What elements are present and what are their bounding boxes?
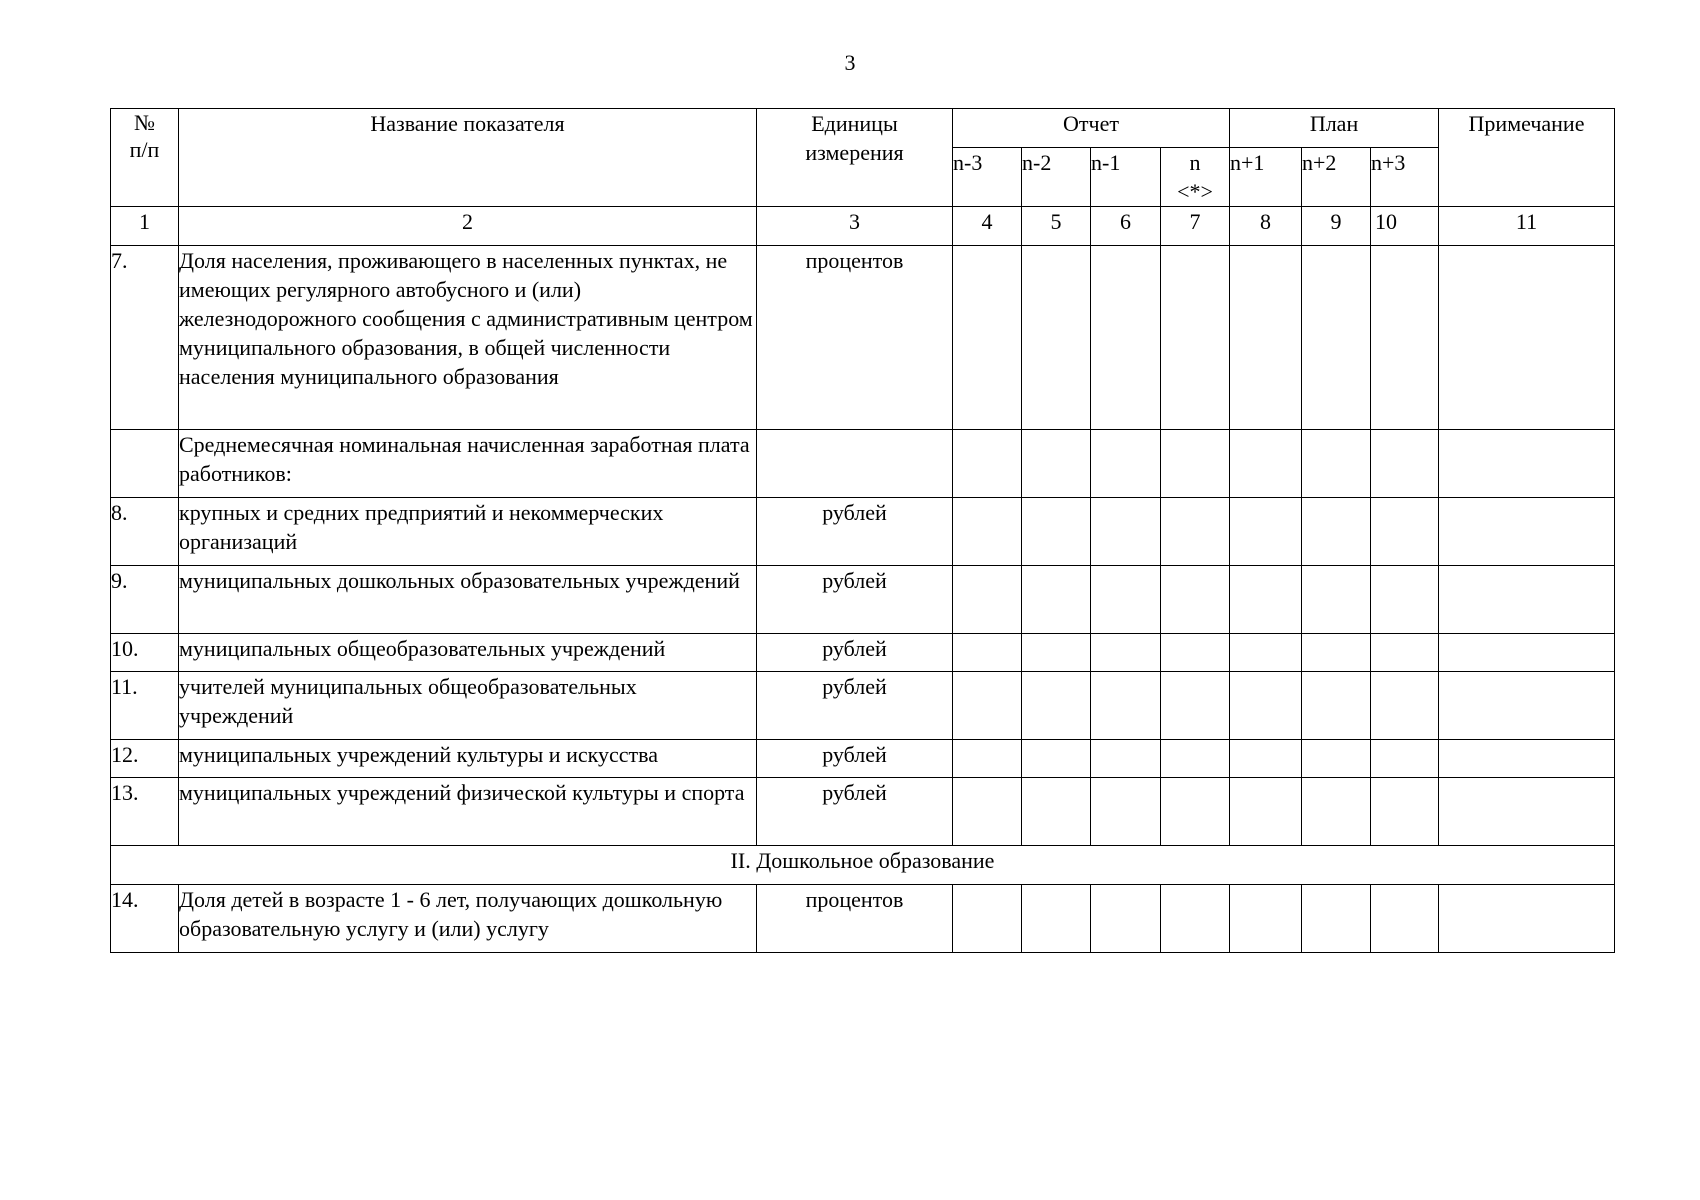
value-cell — [1022, 740, 1091, 778]
header-units-line1: Единицы — [811, 111, 898, 136]
indicator-unit: рублей — [757, 566, 953, 634]
header-period-n+1: n+1 — [1230, 148, 1302, 207]
value-cell — [1022, 885, 1091, 953]
header-num-line1: № — [134, 110, 155, 135]
value-cell — [1161, 885, 1230, 953]
value-cell — [1302, 885, 1371, 953]
header-units-line2: измерения — [805, 140, 904, 165]
value-cell — [1161, 566, 1230, 634]
page-number: 3 — [844, 50, 856, 75]
column-number: 6 — [1091, 207, 1161, 246]
row-number — [111, 430, 179, 498]
indicator-name: муниципальных общеобразовательных учреждений — [179, 634, 757, 672]
note-cell — [1439, 672, 1615, 740]
value-cell — [953, 778, 1022, 846]
value-cell — [1230, 634, 1302, 672]
indicator-name: муниципальных учреждений физической культуры и спорта — [179, 778, 757, 846]
value-cell — [1091, 566, 1161, 634]
column-number: 11 — [1439, 207, 1615, 246]
value-cell — [1302, 634, 1371, 672]
header-period-n — [1161, 148, 1230, 207]
value-cell — [1371, 778, 1439, 846]
value-cell — [953, 498, 1022, 566]
table-row — [111, 498, 1615, 566]
value-cell — [1302, 566, 1371, 634]
header-row-1 — [111, 109, 1615, 148]
value-cell — [1230, 498, 1302, 566]
table-row — [111, 778, 1615, 846]
header-name-label: Название показателя — [370, 111, 565, 136]
value-cell — [1371, 885, 1439, 953]
value-cell — [1371, 430, 1439, 498]
value-cell — [1022, 566, 1091, 634]
value-cell — [1022, 634, 1091, 672]
indicator-name: Доля населения, проживающего в населенных пунктах, не имеющих регулярного автобусного и (или) железнодорожного сообщения с административным центром муниципального образования, в общей численности населения муниципального образования — [179, 246, 757, 430]
value-cell — [1302, 430, 1371, 498]
value-cell — [1161, 740, 1230, 778]
value-cell — [1230, 246, 1302, 430]
column-number: 9 — [1302, 207, 1371, 246]
note-cell — [1439, 498, 1615, 566]
value-cell — [1022, 246, 1091, 430]
table-row — [111, 566, 1615, 634]
column-numbers-row — [111, 207, 1615, 246]
value-cell — [1091, 634, 1161, 672]
value-cell — [1161, 498, 1230, 566]
value-cell — [1302, 672, 1371, 740]
indicator-unit: процентов — [757, 885, 953, 953]
value-cell — [1371, 566, 1439, 634]
header-period-n-3: n-3 — [953, 148, 1022, 207]
value-cell — [1091, 778, 1161, 846]
note-cell — [1439, 885, 1615, 953]
table-row — [111, 246, 1615, 430]
value-cell — [953, 672, 1022, 740]
column-number: 3 — [757, 207, 953, 246]
value-cell — [1091, 672, 1161, 740]
header-plan-label: План — [1309, 111, 1359, 136]
header-report-group — [953, 109, 1230, 148]
table-row — [111, 430, 1615, 498]
indicator-unit — [757, 430, 953, 498]
row-number: 7. — [111, 246, 179, 430]
column-number: 5 — [1022, 207, 1091, 246]
table-row — [111, 634, 1615, 672]
indicator-name: Доля детей в возрасте 1 - 6 лет, получающих дошкольную образовательную услугу и (или) услугу — [179, 885, 757, 953]
indicator-unit: рублей — [757, 672, 953, 740]
table-row — [111, 885, 1615, 953]
value-cell — [953, 566, 1022, 634]
column-number: 2 — [179, 207, 757, 246]
header-period-n-1: n-1 — [1091, 148, 1161, 207]
indicator-unit: процентов — [757, 246, 953, 430]
value-cell — [1022, 672, 1091, 740]
header-period-n+3: n+3 — [1371, 148, 1439, 207]
section-title: II. Дошкольное образование — [111, 846, 1615, 885]
value-cell — [1371, 740, 1439, 778]
indicator-name: Среднемесячная номинальная начисленная заработная плата работников: — [179, 430, 757, 498]
header-num-line2: п/п — [129, 137, 160, 162]
indicator-name: муниципальных учреждений культуры и искусства — [179, 740, 757, 778]
value-cell — [953, 885, 1022, 953]
row-number: 9. — [111, 566, 179, 634]
header-report-label: Отчет — [1063, 111, 1119, 136]
value-cell — [1302, 246, 1371, 430]
indicator-name: крупных и средних предприятий и некоммерческих организаций — [179, 498, 757, 566]
value-cell — [1230, 740, 1302, 778]
header-period-n-2: n-2 — [1022, 148, 1091, 207]
note-cell — [1439, 430, 1615, 498]
value-cell — [1091, 246, 1161, 430]
value-cell — [953, 740, 1022, 778]
header-name-cell — [179, 109, 757, 207]
value-cell — [1022, 498, 1091, 566]
indicator-unit: рублей — [757, 634, 953, 672]
value-cell — [953, 430, 1022, 498]
note-cell — [1439, 566, 1615, 634]
indicator-unit: рублей — [757, 740, 953, 778]
value-cell — [1161, 634, 1230, 672]
value-cell — [1161, 430, 1230, 498]
row-number: 8. — [111, 498, 179, 566]
row-number: 12. — [111, 740, 179, 778]
value-cell — [1371, 498, 1439, 566]
indicator-name: муниципальных дошкольных образовательных учреждений — [179, 566, 757, 634]
table-row — [111, 672, 1615, 740]
header-note-label: Примечание — [1468, 111, 1585, 136]
value-cell — [1230, 672, 1302, 740]
value-cell — [1022, 778, 1091, 846]
indicator-unit: рублей — [757, 498, 953, 566]
value-cell — [1371, 634, 1439, 672]
value-cell — [953, 246, 1022, 430]
note-cell — [1439, 246, 1615, 430]
header-num-cell — [111, 109, 179, 207]
row-number: 13. — [111, 778, 179, 846]
value-cell — [1230, 566, 1302, 634]
note-cell — [1439, 634, 1615, 672]
value-cell — [1091, 498, 1161, 566]
header-note-cell — [1439, 109, 1615, 207]
value-cell — [1302, 778, 1371, 846]
value-cell — [1091, 430, 1161, 498]
note-cell — [1439, 740, 1615, 778]
value-cell — [1302, 740, 1371, 778]
header-plan-group — [1230, 109, 1439, 148]
value-cell — [1302, 498, 1371, 566]
value-cell — [1230, 885, 1302, 953]
header-period-n+2: n+2 — [1302, 148, 1371, 207]
indicators-table — [110, 108, 1615, 953]
value-cell — [1161, 778, 1230, 846]
value-cell — [1022, 430, 1091, 498]
value-cell — [1371, 246, 1439, 430]
indicator-unit: рублей — [757, 778, 953, 846]
note-cell — [1439, 778, 1615, 846]
column-number: 1 — [111, 207, 179, 246]
column-number: 7 — [1161, 207, 1230, 246]
value-cell — [1230, 778, 1302, 846]
row-number: 10. — [111, 634, 179, 672]
header-period-n-line2: <*> — [1177, 179, 1213, 204]
header-units-cell — [757, 109, 953, 207]
column-number: 8 — [1230, 207, 1302, 246]
column-number: 10 — [1371, 207, 1439, 246]
column-number: 4 — [953, 207, 1022, 246]
header-period-n-line1: n — [1189, 150, 1201, 175]
row-number: 11. — [111, 672, 179, 740]
value-cell — [1161, 672, 1230, 740]
value-cell — [953, 634, 1022, 672]
row-number: 14. — [111, 885, 179, 953]
table-row — [111, 740, 1615, 778]
value-cell — [1091, 740, 1161, 778]
value-cell — [1230, 430, 1302, 498]
value-cell — [1091, 885, 1161, 953]
indicator-name: учителей муниципальных общеобразовательных учреждений — [179, 672, 757, 740]
section-row — [111, 846, 1615, 885]
value-cell — [1371, 672, 1439, 740]
value-cell — [1161, 246, 1230, 430]
